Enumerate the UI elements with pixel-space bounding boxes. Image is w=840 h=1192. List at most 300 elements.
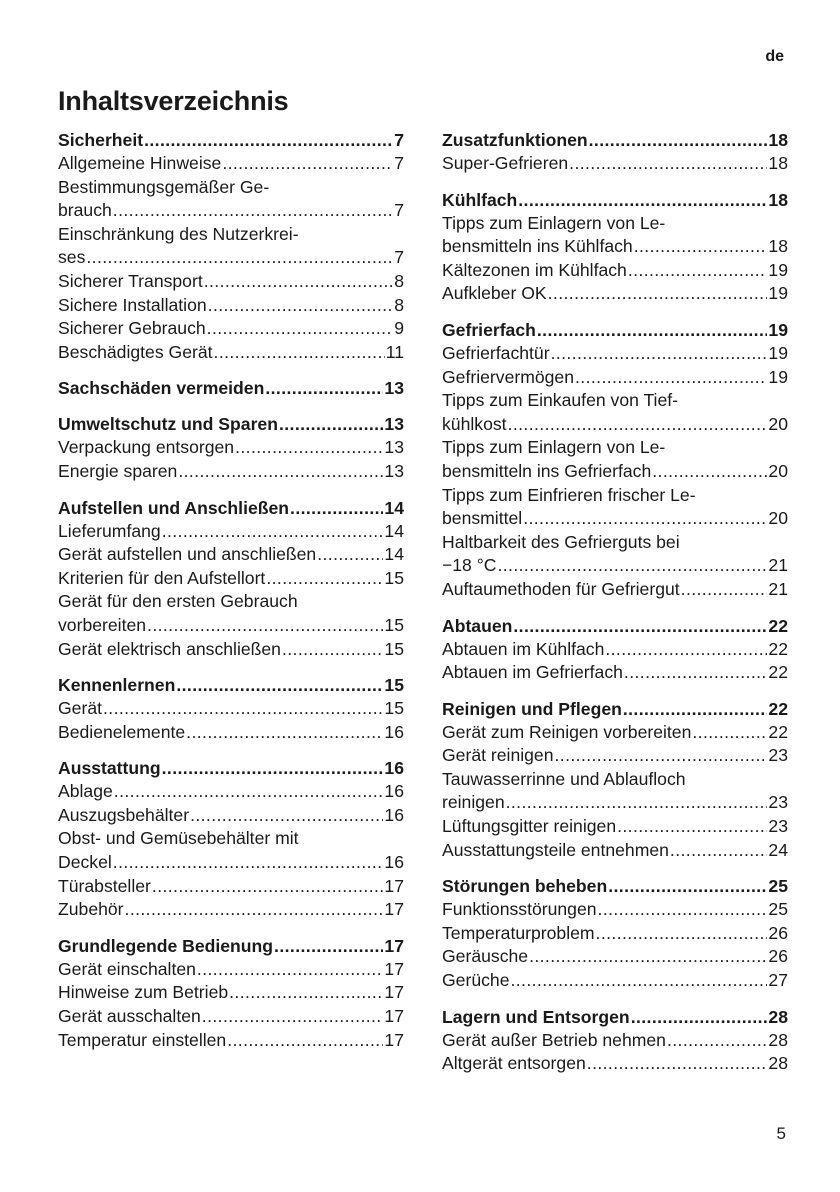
toc-entry-page: 20 bbox=[768, 508, 788, 529]
toc-heading-page: 17 bbox=[384, 935, 404, 956]
dot-leader bbox=[569, 152, 767, 176]
toc-entry-page: 27 bbox=[768, 970, 788, 991]
toc-heading[interactable] bbox=[58, 128, 404, 152]
toc-entry[interactable] bbox=[58, 981, 404, 1005]
toc-heading[interactable] bbox=[442, 697, 788, 721]
toc-entry[interactable] bbox=[442, 721, 788, 745]
dot-leader bbox=[628, 259, 768, 283]
toc-entry[interactable] bbox=[442, 484, 788, 531]
dot-leader bbox=[190, 804, 383, 828]
toc-entry-page: 17 bbox=[384, 875, 404, 896]
toc-entry-page: 16 bbox=[384, 781, 404, 802]
toc-entry-page: 24 bbox=[768, 839, 788, 860]
toc-entry[interactable] bbox=[58, 721, 404, 745]
dot-leader bbox=[513, 614, 767, 638]
toc-entry-label: Gerät aufstellen und anschließen bbox=[58, 544, 317, 565]
toc-entry[interactable] bbox=[58, 543, 404, 567]
toc-section bbox=[442, 1005, 788, 1076]
toc-entry-row bbox=[58, 804, 404, 828]
dot-leader bbox=[551, 342, 768, 366]
toc-entry-row bbox=[442, 460, 788, 484]
toc-heading-page: 16 bbox=[384, 758, 404, 779]
toc-heading[interactable] bbox=[442, 318, 788, 342]
toc-entry[interactable] bbox=[442, 342, 788, 366]
toc-entry-page: 17 bbox=[384, 899, 404, 920]
toc-entry-first-line: Tipps zum Einlagern von Le- bbox=[442, 212, 666, 233]
toc-entry-page: 13 bbox=[384, 460, 404, 481]
toc-section bbox=[58, 756, 404, 922]
toc-entry[interactable] bbox=[58, 270, 404, 294]
toc-entry-row bbox=[58, 1029, 404, 1053]
toc-entry[interactable] bbox=[442, 531, 788, 578]
dot-leader bbox=[176, 673, 383, 697]
toc-entry[interactable] bbox=[442, 282, 788, 306]
toc-entry-first-line: Gerät für den ersten Gebrauch bbox=[58, 591, 298, 612]
dot-leader bbox=[510, 969, 767, 993]
toc-heading[interactable] bbox=[58, 412, 404, 436]
toc-heading-title: Kühlfach bbox=[442, 189, 518, 210]
toc-heading[interactable] bbox=[58, 673, 404, 697]
toc-entry[interactable] bbox=[58, 520, 404, 544]
toc-heading[interactable] bbox=[442, 1005, 788, 1029]
toc-entry-label: Gerät bbox=[58, 698, 103, 719]
toc-entry-label: Türabsteller bbox=[58, 875, 151, 896]
dot-leader bbox=[667, 1029, 767, 1053]
toc-entry-label: Lieferumfang bbox=[58, 520, 161, 541]
toc-entry-page: 28 bbox=[768, 1053, 788, 1074]
toc-section bbox=[58, 412, 404, 483]
dot-leader bbox=[197, 958, 384, 982]
toc-entry[interactable] bbox=[58, 875, 404, 899]
toc-entry-label: Gefrierfachtür bbox=[442, 342, 550, 363]
toc-entry-page: 16 bbox=[384, 721, 404, 742]
toc-entry-label: Gerät einschalten bbox=[58, 958, 196, 979]
toc-heading-page: 15 bbox=[384, 675, 404, 696]
toc-entry[interactable] bbox=[442, 969, 788, 993]
toc-entry[interactable] bbox=[58, 341, 404, 365]
toc-heading-title: Ausstattung bbox=[58, 758, 161, 779]
toc-entry[interactable] bbox=[442, 212, 788, 259]
toc-entry-row bbox=[442, 1029, 788, 1053]
toc-entry-first-line: Haltbarkeit des Gefrierguts bei bbox=[442, 531, 680, 552]
dot-leader bbox=[598, 898, 768, 922]
toc-entry-page: 17 bbox=[384, 1006, 404, 1027]
toc-entry-page: 21 bbox=[768, 578, 788, 599]
toc-heading-title: Abtauen bbox=[442, 615, 513, 636]
dot-leader bbox=[537, 318, 768, 342]
dot-leader bbox=[317, 543, 383, 567]
dot-leader bbox=[265, 376, 383, 400]
toc-entry-row bbox=[442, 744, 788, 768]
toc-entry[interactable] bbox=[442, 661, 788, 685]
toc-entry-row bbox=[442, 554, 788, 578]
toc-entry-label: Gerät ausschalten bbox=[58, 1006, 201, 1027]
toc-entry[interactable] bbox=[442, 259, 788, 283]
toc-entry-first-line: Tipps zum Einkaufen von Tief- bbox=[442, 390, 678, 411]
toc-heading-page: 18 bbox=[768, 189, 788, 210]
toc-entry-label: Super-Gefrieren bbox=[442, 153, 569, 173]
toc-entry-label: bensmitteln ins Kühlfach bbox=[442, 236, 633, 257]
toc-section bbox=[442, 697, 788, 863]
toc-heading-page: 28 bbox=[768, 1006, 788, 1027]
toc-entry-label: Sichere Installation bbox=[58, 294, 207, 315]
toc-entry-row bbox=[58, 875, 404, 899]
toc-entry-row bbox=[442, 815, 788, 839]
dot-leader bbox=[214, 341, 385, 365]
toc-entry-row bbox=[58, 981, 404, 1005]
toc-entry-page: 8 bbox=[394, 270, 404, 291]
toc-entry-row bbox=[442, 578, 788, 602]
toc-entry-label: Deckel bbox=[58, 852, 112, 873]
toc-entry[interactable] bbox=[442, 578, 788, 602]
toc-entry-row bbox=[58, 721, 404, 745]
toc-heading[interactable] bbox=[58, 496, 404, 520]
toc-entry-label: bensmittel bbox=[442, 508, 523, 529]
toc-entry-row bbox=[442, 282, 788, 306]
toc-entry-label: Gerät reinigen bbox=[442, 745, 554, 766]
dot-leader bbox=[623, 697, 768, 721]
toc-entry[interactable] bbox=[58, 567, 404, 591]
toc-entry-page: 22 bbox=[768, 638, 788, 659]
toc-entry-page: 7 bbox=[394, 247, 404, 268]
toc-entry-first-line: Einschränkung des Nutzerkrei- bbox=[58, 223, 299, 244]
toc-entry[interactable] bbox=[58, 317, 404, 341]
toc-entry-row bbox=[58, 341, 404, 365]
dot-leader bbox=[670, 839, 768, 863]
toc-entry-label: Temperatur einstellen bbox=[58, 1029, 227, 1050]
toc-entry-row bbox=[58, 294, 404, 318]
dot-leader bbox=[103, 697, 383, 721]
dot-leader bbox=[229, 981, 383, 1005]
toc-column-left bbox=[58, 128, 404, 1064]
toc-section bbox=[442, 318, 788, 602]
toc-entry-row bbox=[58, 246, 404, 270]
toc-entry-row bbox=[442, 721, 788, 745]
toc-section bbox=[442, 188, 788, 306]
dot-leader bbox=[605, 638, 767, 662]
toc-entry-row bbox=[442, 259, 788, 283]
toc-heading[interactable] bbox=[442, 128, 788, 152]
toc-entry-label: Lüftungsgitter reinigen bbox=[442, 816, 617, 837]
dot-leader bbox=[227, 1029, 383, 1053]
toc-entry[interactable] bbox=[58, 958, 404, 982]
toc-entry-page: 16 bbox=[384, 852, 404, 873]
toc-entry-row bbox=[58, 520, 404, 544]
toc-entry-label: Auszugsbehälter bbox=[58, 804, 190, 825]
toc-entry-page: 17 bbox=[384, 1029, 404, 1050]
toc-entry-page: 23 bbox=[768, 745, 788, 766]
language-code: de bbox=[765, 48, 784, 65]
toc-entry-row bbox=[442, 661, 788, 685]
toc-entry-label: Auftaumethoden für Gefriergut bbox=[442, 578, 680, 599]
toc-entry-label: Aufkleber OK bbox=[442, 283, 547, 304]
toc-entry-row bbox=[442, 366, 788, 390]
dot-leader bbox=[589, 128, 768, 152]
toc-entry-label: Abtauen im Kühlfach bbox=[442, 638, 605, 659]
toc-heading-page: 19 bbox=[768, 319, 788, 340]
toc-entry-page: 25 bbox=[768, 899, 788, 920]
toc-entry-row bbox=[58, 270, 404, 294]
toc-entry-page: 23 bbox=[768, 816, 788, 837]
toc-entry-label: kühlkost bbox=[442, 413, 507, 434]
toc-heading[interactable] bbox=[442, 874, 788, 898]
toc-entry-page: 22 bbox=[768, 721, 788, 742]
toc-entry[interactable] bbox=[58, 152, 404, 176]
dot-leader bbox=[274, 934, 383, 958]
toc-entry-page: 11 bbox=[385, 341, 404, 362]
toc-entry-row bbox=[58, 898, 404, 922]
toc-entry[interactable] bbox=[442, 839, 788, 863]
toc-entry-page: 22 bbox=[768, 662, 788, 683]
toc-entry-row bbox=[442, 1052, 788, 1076]
dot-leader bbox=[575, 366, 767, 390]
toc-section bbox=[58, 673, 404, 744]
toc-entry-page: 17 bbox=[384, 958, 404, 979]
toc-heading[interactable] bbox=[58, 756, 404, 780]
toc-entry-page: 14 bbox=[384, 520, 404, 541]
toc-entry-page: 9 bbox=[394, 318, 404, 339]
dot-leader bbox=[624, 661, 768, 685]
toc-entry-first-line: Tipps zum Einlagern von Le- bbox=[442, 437, 666, 458]
toc-heading-title: Gefrierfach bbox=[442, 319, 536, 340]
dot-leader bbox=[152, 875, 384, 899]
toc-heading[interactable] bbox=[442, 614, 788, 638]
dot-leader bbox=[266, 567, 383, 591]
toc-entry[interactable] bbox=[58, 294, 404, 318]
toc-heading[interactable] bbox=[58, 376, 404, 400]
toc-entry[interactable] bbox=[58, 898, 404, 922]
toc-entry[interactable] bbox=[442, 898, 788, 922]
toc-entry-label: Bedienelemente bbox=[58, 721, 186, 742]
toc-heading-page: 13 bbox=[384, 414, 404, 435]
dot-leader bbox=[652, 460, 767, 484]
toc-entry-label: Kriterien für den Aufstellort bbox=[58, 567, 266, 588]
toc-heading-title: Umweltschutz und Sparen bbox=[58, 414, 278, 435]
page-number: 5 bbox=[776, 1124, 786, 1143]
toc-entry[interactable] bbox=[58, 460, 404, 484]
toc-entry-page: 7 bbox=[394, 200, 404, 221]
dot-leader bbox=[162, 520, 384, 544]
toc-entry-label: Gerät zum Reinigen vorbereiten bbox=[442, 721, 692, 742]
toc-heading-title: Aufstellen und Anschließen bbox=[58, 497, 290, 518]
toc-entry-page: 16 bbox=[384, 804, 404, 825]
toc-heading[interactable] bbox=[442, 188, 788, 212]
toc-entry[interactable] bbox=[58, 176, 404, 223]
toc-section bbox=[442, 614, 788, 685]
dot-leader bbox=[114, 780, 384, 804]
toc-entry-row bbox=[58, 567, 404, 591]
toc-entry-first-line: Tipps zum Einfrieren frischer Le- bbox=[442, 484, 696, 505]
toc-entry-page: 21 bbox=[768, 555, 788, 576]
toc-entry[interactable] bbox=[58, 590, 404, 637]
toc-entry-page: 18 bbox=[768, 153, 788, 173]
toc-heading-title: Grundlegende Bedienung bbox=[58, 935, 274, 956]
toc-entry-row bbox=[442, 638, 788, 662]
toc-entry-row bbox=[58, 958, 404, 982]
toc-entry-first-line: Bestimmungsgemäßer Ge- bbox=[58, 176, 270, 197]
dot-leader bbox=[208, 294, 394, 318]
toc-entry-label: Hinweise zum Betrieb bbox=[58, 982, 229, 1003]
toc-entry-page: 7 bbox=[394, 153, 404, 173]
toc-heading-page: 22 bbox=[768, 698, 788, 719]
toc-entry-label: Altgerät entsorgen bbox=[442, 1053, 586, 1074]
toc-entry-page: 18 bbox=[768, 236, 788, 257]
toc-entry-page: 13 bbox=[384, 437, 404, 458]
toc-entry-page: 14 bbox=[384, 544, 404, 565]
toc-entry[interactable] bbox=[442, 366, 788, 390]
dot-leader bbox=[202, 1005, 384, 1029]
toc-entry[interactable] bbox=[442, 638, 788, 662]
toc-heading[interactable] bbox=[58, 934, 404, 958]
toc-entry-first-line: Obst- und Gemüsebehälter mit bbox=[58, 828, 299, 849]
toc-section bbox=[58, 496, 404, 662]
toc-entry-page: 20 bbox=[768, 413, 788, 434]
dot-leader bbox=[692, 721, 767, 745]
dot-leader bbox=[207, 317, 394, 341]
toc-entry[interactable] bbox=[442, 1052, 788, 1076]
dot-leader bbox=[518, 188, 767, 212]
toc-entry[interactable] bbox=[58, 827, 404, 874]
toc-entry-label: Gefriervermögen bbox=[442, 366, 575, 387]
toc-entry-page: 15 bbox=[384, 614, 404, 635]
toc-entry[interactable] bbox=[58, 697, 404, 721]
toc-heading-title: Störungen beheben bbox=[442, 876, 608, 897]
dot-leader bbox=[617, 815, 767, 839]
toc-entry-row bbox=[442, 839, 788, 863]
toc-entry-row bbox=[58, 1005, 404, 1029]
dot-leader bbox=[204, 270, 393, 294]
dot-leader bbox=[634, 235, 768, 259]
toc-entry-label: Kältezonen im Kühlfach bbox=[442, 259, 627, 280]
toc-entry-page: 15 bbox=[384, 638, 404, 659]
toc-entry-row bbox=[58, 780, 404, 804]
toc-entry-first-line: Tauwasserrinne und Ablaufloch bbox=[442, 768, 686, 789]
toc-entry-row bbox=[442, 922, 788, 946]
toc-entry[interactable] bbox=[442, 389, 788, 436]
toc-heading-title: Sachschäden vermeiden bbox=[58, 378, 265, 399]
dot-leader bbox=[497, 554, 767, 578]
toc-entry[interactable] bbox=[442, 436, 788, 483]
toc-entry-label: brauch bbox=[58, 200, 112, 221]
toc-entry-row bbox=[58, 614, 404, 638]
toc-entry-label: Ausstattungsteile entnehmen bbox=[442, 839, 669, 860]
toc-entry-label: −18 °C bbox=[442, 555, 497, 576]
dot-leader bbox=[523, 507, 767, 531]
toc-heading-title: Sicherheit bbox=[58, 130, 144, 150]
toc-entry[interactable] bbox=[58, 1029, 404, 1053]
toc-column-right bbox=[442, 128, 788, 1088]
toc-entry-label: Allgemeine Hinweise bbox=[58, 153, 222, 173]
toc-heading-page: 18 bbox=[768, 130, 788, 150]
toc-entry-label: Energie sparen bbox=[58, 460, 178, 481]
toc-entry[interactable] bbox=[58, 1005, 404, 1029]
toc-entry-page: 19 bbox=[768, 342, 788, 363]
toc-entry[interactable] bbox=[442, 1029, 788, 1053]
toc-heading-page: 7 bbox=[394, 130, 404, 150]
toc-entry-label: Gerät elektrisch anschließen bbox=[58, 638, 281, 659]
dot-leader bbox=[113, 199, 393, 223]
toc-entry-label: Abtauen im Gefrierfach bbox=[442, 662, 623, 683]
dot-leader bbox=[178, 460, 383, 484]
toc-entry-row bbox=[442, 791, 788, 815]
dot-leader bbox=[631, 1005, 768, 1029]
toc-entry-page: 17 bbox=[384, 982, 404, 1003]
dot-leader bbox=[235, 436, 383, 460]
toc-entry-row bbox=[442, 342, 788, 366]
toc-entry-row bbox=[442, 413, 788, 437]
toc-entry-label: Temperaturproblem bbox=[442, 922, 595, 943]
toc-entry-row bbox=[442, 152, 788, 176]
toc-entry-page: 19 bbox=[768, 366, 788, 387]
dot-leader bbox=[506, 791, 768, 815]
toc-heading-title: Zusatzfunktionen bbox=[442, 130, 588, 150]
toc-entry[interactable] bbox=[442, 815, 788, 839]
toc-section bbox=[442, 128, 788, 176]
toc-entry[interactable] bbox=[442, 945, 788, 969]
dot-leader bbox=[508, 413, 768, 437]
toc-entry[interactable] bbox=[442, 922, 788, 946]
toc-heading-title: Lagern und Entsorgen bbox=[442, 1006, 630, 1027]
toc-section bbox=[442, 874, 788, 992]
toc-entry-label: Sicherer Transport bbox=[58, 270, 203, 291]
toc-entry-page: 15 bbox=[384, 698, 404, 719]
toc-entry-page: 26 bbox=[768, 922, 788, 943]
dot-leader bbox=[587, 1052, 768, 1076]
toc-entry-row bbox=[58, 436, 404, 460]
toc-entry-label: Sicherer Gebrauch bbox=[58, 318, 206, 339]
toc-entry-label: Gerüche bbox=[442, 970, 510, 991]
toc-entry-row bbox=[58, 697, 404, 721]
dot-leader bbox=[125, 898, 384, 922]
toc-entry-page: 20 bbox=[768, 460, 788, 481]
toc-entry[interactable] bbox=[442, 768, 788, 815]
toc-entry-row bbox=[442, 969, 788, 993]
dot-leader bbox=[222, 152, 393, 176]
toc-entry-row bbox=[58, 543, 404, 567]
dot-leader bbox=[681, 578, 768, 602]
dot-leader bbox=[529, 945, 767, 969]
toc-entry-page: 28 bbox=[768, 1029, 788, 1050]
toc-entry-label: ses bbox=[58, 247, 86, 268]
dot-leader bbox=[548, 282, 768, 306]
toc-entry[interactable] bbox=[58, 780, 404, 804]
toc-heading-title: Kennenlernen bbox=[58, 675, 176, 696]
toc-heading-page: 14 bbox=[384, 497, 404, 518]
dot-leader bbox=[186, 721, 383, 745]
toc-entry[interactable] bbox=[58, 436, 404, 460]
dot-leader bbox=[608, 874, 767, 898]
dot-leader bbox=[86, 246, 393, 270]
dot-leader bbox=[147, 614, 383, 638]
toc-entry-label: Gerät außer Betrieb nehmen bbox=[442, 1029, 666, 1050]
toc-entry-row bbox=[442, 898, 788, 922]
toc-entry-label: vorbereiten bbox=[58, 614, 147, 635]
toc-entry[interactable] bbox=[58, 223, 404, 270]
toc-entry-row bbox=[58, 638, 404, 662]
toc-heading-page: 25 bbox=[768, 876, 788, 897]
toc-entry[interactable] bbox=[442, 152, 788, 176]
toc-entry-label: Verpackung entsorgen bbox=[58, 437, 235, 458]
toc-entry[interactable] bbox=[442, 744, 788, 768]
toc-entry-row bbox=[58, 199, 404, 223]
page-title: Inhaltsverzeichnis bbox=[58, 86, 289, 116]
toc-entry-row bbox=[442, 235, 788, 259]
toc-entry-row bbox=[442, 945, 788, 969]
toc-entry[interactable] bbox=[58, 804, 404, 828]
toc-entry[interactable] bbox=[58, 638, 404, 662]
dot-leader bbox=[282, 638, 383, 662]
toc-entry-label: Funktionsstörungen bbox=[442, 899, 597, 920]
